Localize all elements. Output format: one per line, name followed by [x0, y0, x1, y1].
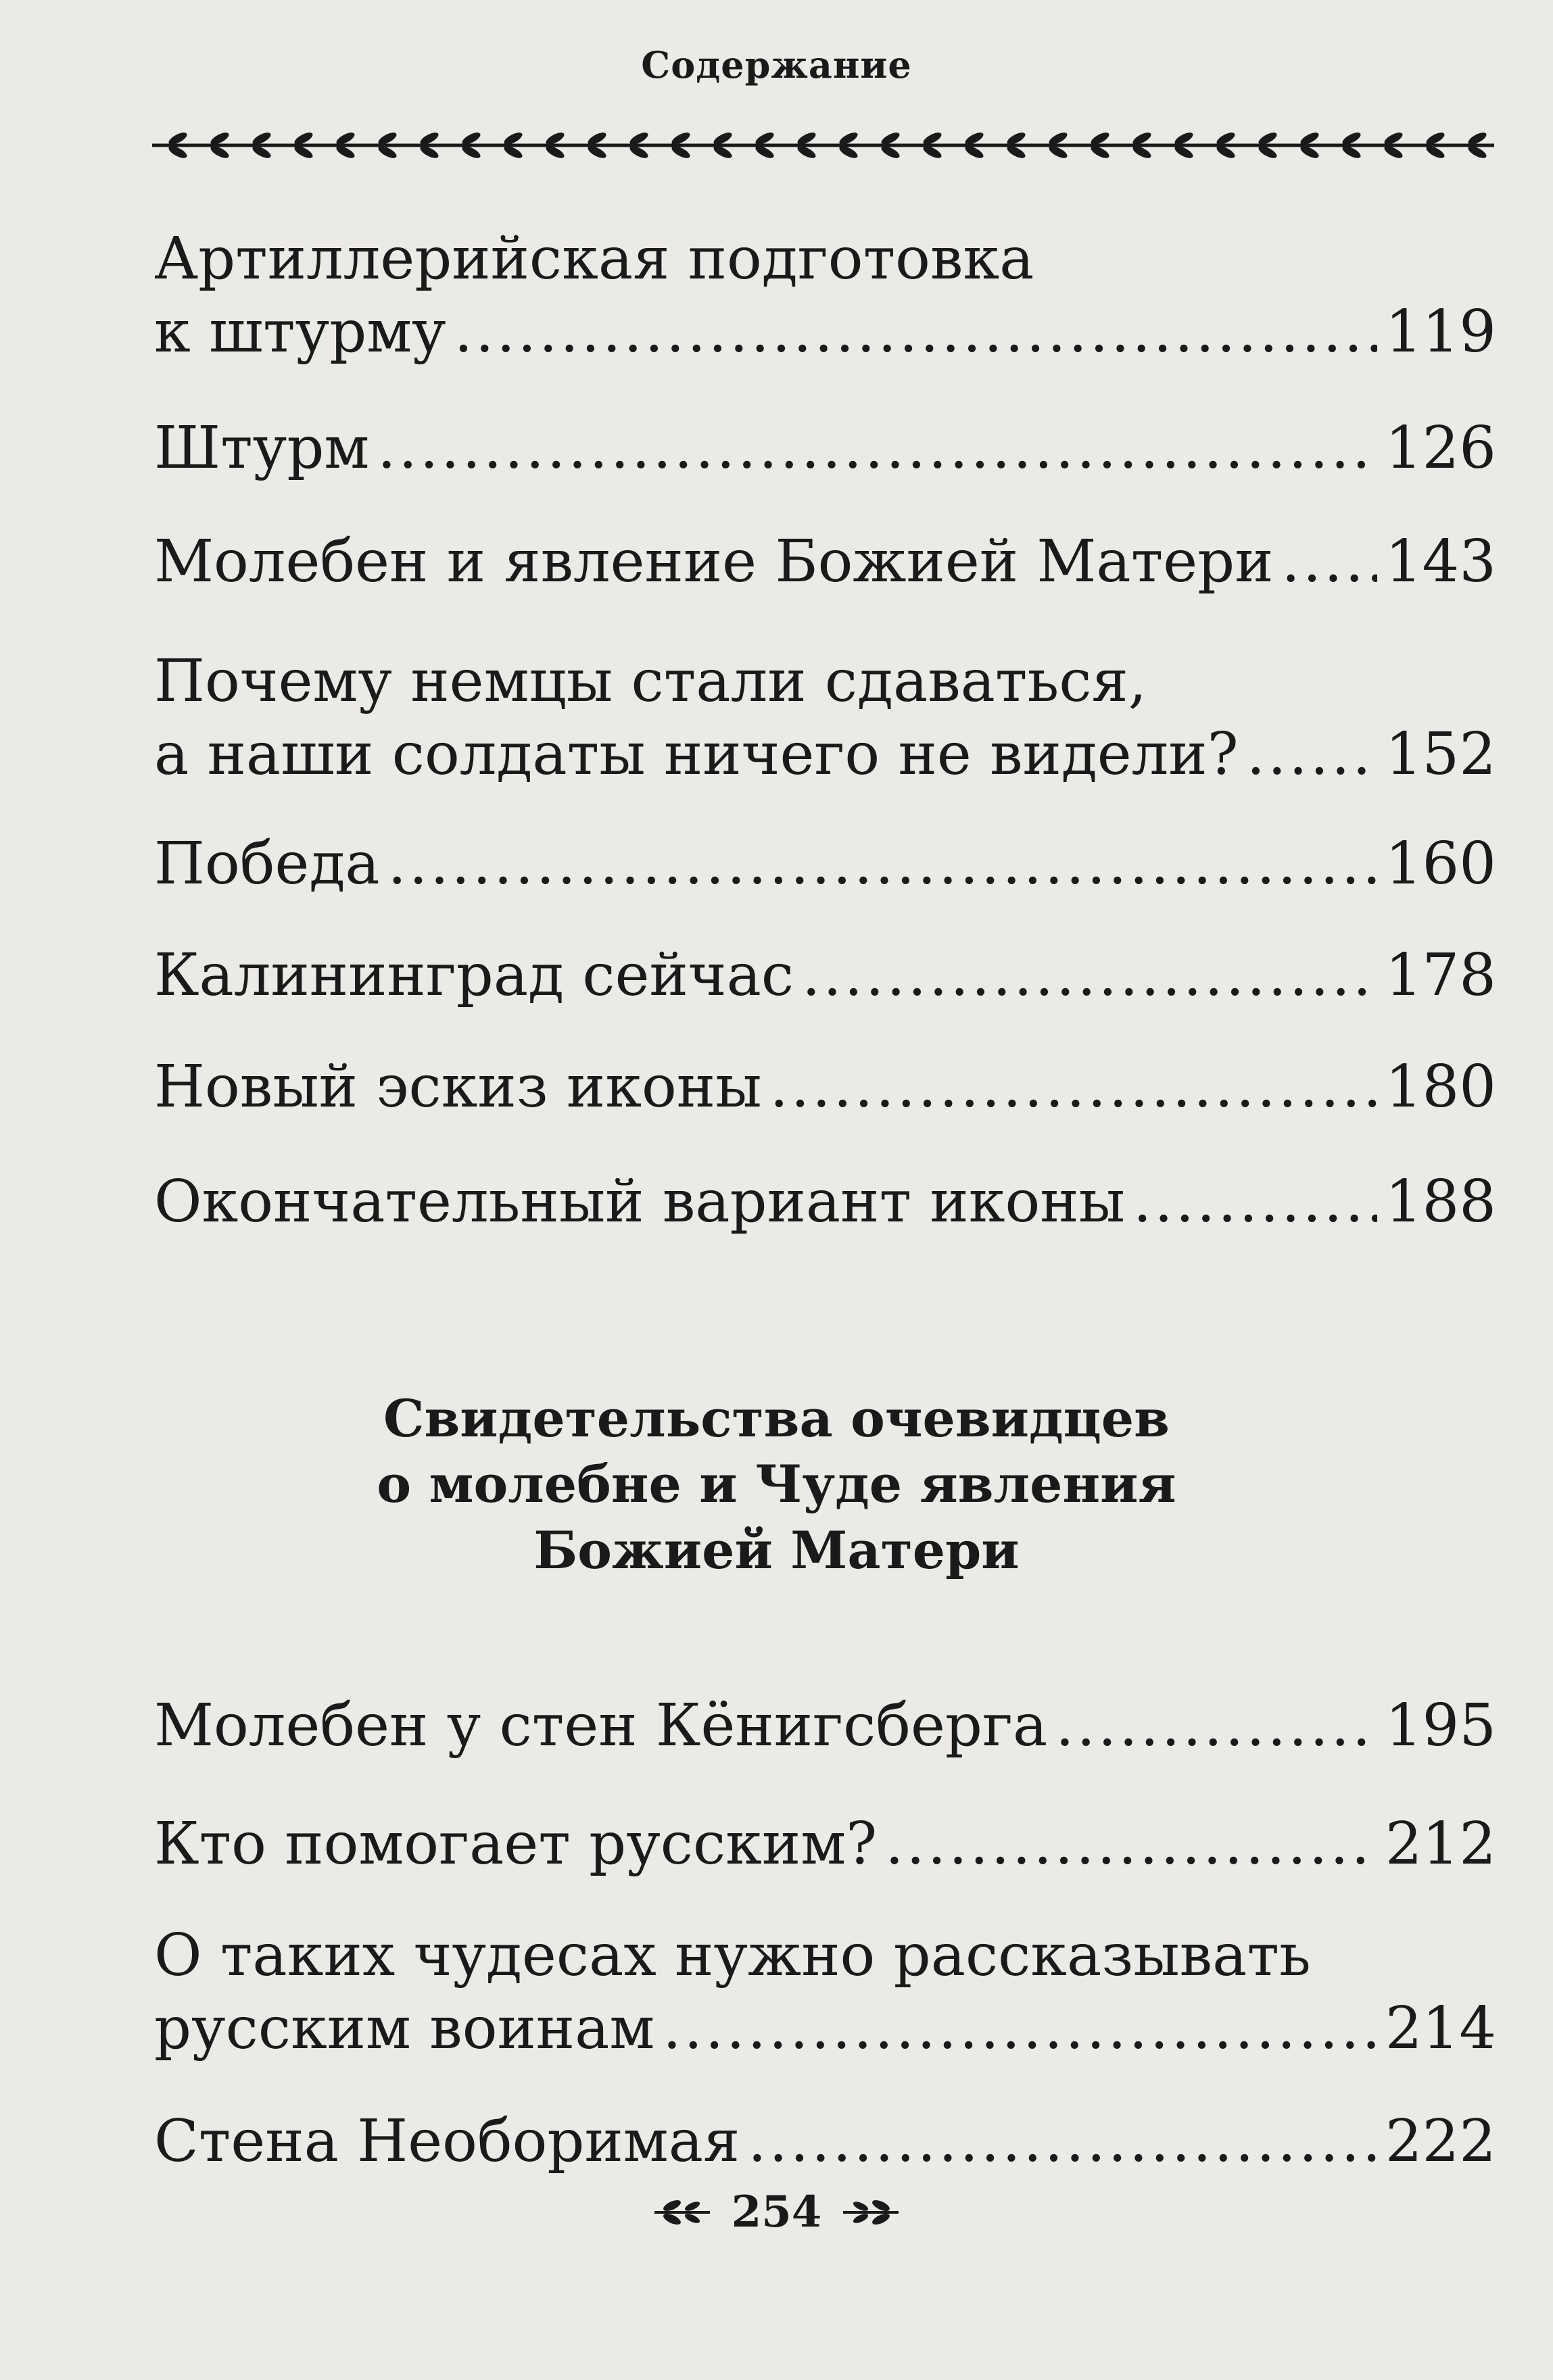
- dot-leader: [1247, 719, 1377, 792]
- entry-title: Новый эскиз иконы: [154, 1053, 762, 1121]
- entry-page-number: 178: [1385, 942, 1496, 1009]
- toc-entry[interactable]: [154, 1051, 1496, 1124]
- entry-page-number: 160: [1385, 830, 1496, 898]
- entry-title: Штурм: [154, 414, 370, 482]
- dot-leader: [1282, 526, 1377, 599]
- entry-title: к штурму: [154, 297, 446, 366]
- toc-entry[interactable]: [154, 1690, 1496, 1763]
- dot-leader: [885, 1808, 1377, 1881]
- entry-page-number: 180: [1385, 1053, 1496, 1121]
- dot-leader: [663, 1993, 1377, 2066]
- page-footer: [0, 2187, 1553, 2237]
- toc-entry[interactable]: [154, 2106, 1496, 2179]
- entry-title: Кто помогает русским?: [154, 1810, 878, 1878]
- entry-title-line: О таких чудесах нужно рассказывать: [154, 1922, 1311, 1989]
- entry-page-number: 212: [1385, 1810, 1496, 1878]
- section-heading: [0, 1386, 1553, 1583]
- running-header: Содержание: [641, 43, 912, 87]
- entry-title: Калининград сейчас: [154, 942, 794, 1009]
- entry-page-number: 126: [1385, 414, 1496, 482]
- entry-page-number: 222: [1385, 2108, 1496, 2175]
- toc-entry[interactable]: [154, 223, 1496, 368]
- toc-entry[interactable]: [154, 1920, 1496, 2065]
- section-heading-line: о молебне и Чуде явления: [377, 1454, 1176, 1515]
- toc-entry[interactable]: [154, 412, 1496, 485]
- entry-page-number: 188: [1385, 1168, 1496, 1236]
- toc-entry[interactable]: [154, 1808, 1496, 1881]
- dot-leader: [748, 2106, 1377, 2179]
- entry-page-number: 152: [1385, 720, 1496, 788]
- entry-title: Молебен у стен Кёнигсберга: [154, 1692, 1048, 1759]
- page-number: 254: [731, 2187, 822, 2237]
- toc-entry[interactable]: [154, 940, 1496, 1013]
- left-sprig-icon: [652, 2197, 713, 2227]
- right-sprig-icon: [840, 2197, 901, 2227]
- toc-entry[interactable]: [154, 828, 1496, 901]
- dot-leader: [377, 412, 1377, 485]
- entry-title-line: Артиллерийская подготовка: [154, 225, 1034, 293]
- laurel-divider-icon: [152, 125, 1494, 166]
- entry-page-number: 119: [1385, 297, 1496, 366]
- entry-title: Победа: [154, 830, 380, 898]
- entry-page-number: 195: [1385, 1692, 1496, 1759]
- dot-leader: [802, 940, 1377, 1013]
- dot-leader: [1133, 1166, 1377, 1239]
- section-heading-line: Божией Матери: [533, 1520, 1020, 1580]
- entry-title: Стена Необоримая: [154, 2108, 740, 2175]
- entry-title: Окончательный вариант иконы: [154, 1168, 1126, 1236]
- toc-entry[interactable]: [154, 526, 1496, 599]
- dot-leader: [388, 828, 1377, 901]
- entry-title: русским воинам: [154, 1994, 655, 2062]
- entry-page-number: 143: [1385, 528, 1496, 596]
- dot-leader: [770, 1051, 1377, 1124]
- toc-entry[interactable]: [154, 1166, 1496, 1239]
- entry-title: Молебен и явление Божией Матери: [154, 528, 1274, 596]
- section-heading-line: Свидетельства очевидцев: [383, 1388, 1170, 1449]
- toc-entry[interactable]: [154, 646, 1496, 791]
- dot-leader: [1055, 1690, 1377, 1763]
- dot-leader: [454, 296, 1377, 369]
- entry-page-number: 214: [1385, 1994, 1496, 2062]
- entry-title-line: Почему немцы стали сдаваться,: [154, 648, 1147, 715]
- entry-title: а наши солдаты ничего не видели?: [154, 720, 1239, 788]
